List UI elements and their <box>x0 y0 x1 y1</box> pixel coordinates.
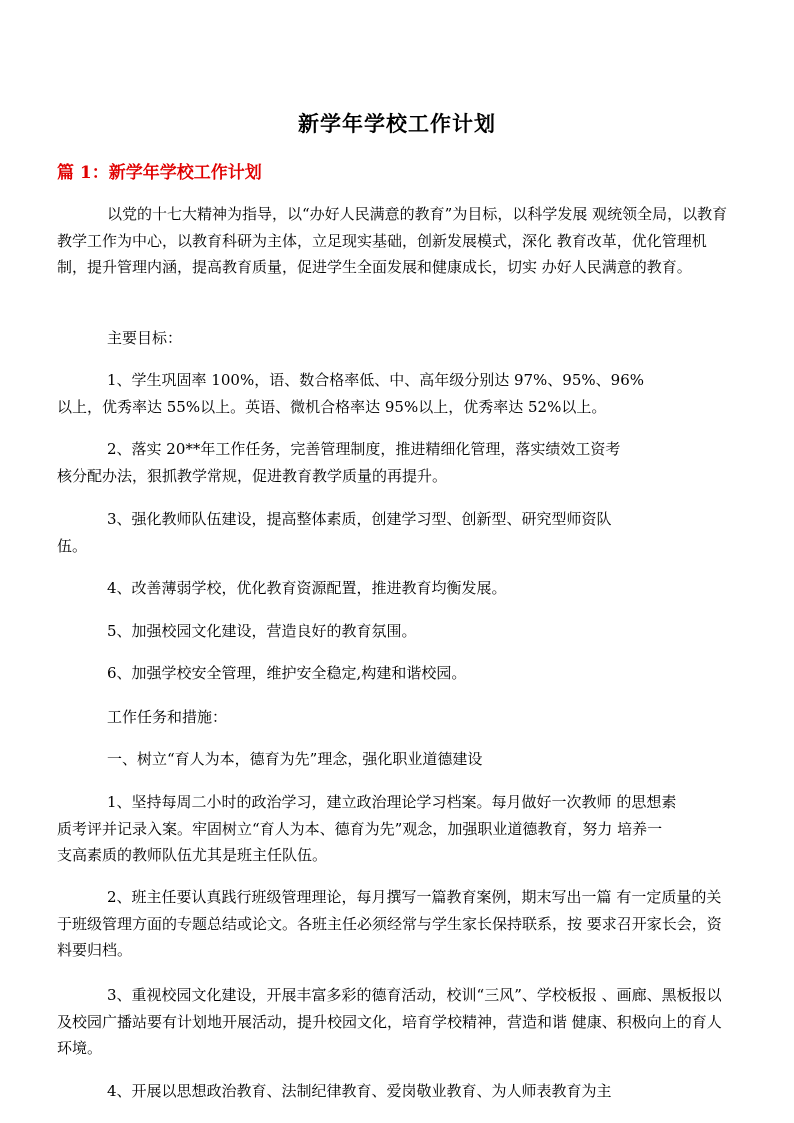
paragraph-main-goals-heading: 主要目标： <box>107 329 183 347</box>
paragraph-measure-4: 4、开展以思想政治教育、法制纪律教育、爱岗敬业教育、为人师表教育为主 <box>107 1082 612 1100</box>
paragraph-goal-5: 5、加强校园文化建设，营造良好的教育氛围。 <box>107 622 417 640</box>
paragraph-measure-3: 3、重视校园文化建设，开展丰富多彩的德育活动，校训“三风”、学校板报 、画廊、黑板报以及校园广播站要有计划地开展活动，提升校园文化，培育学校精神，营造和谐 健康、积极向上的育人环境。 <box>57 986 722 1057</box>
paragraph-tasks-heading: 工作任务和措施： <box>107 708 228 726</box>
paragraph-goal-4: 4、改善薄弱学校，优化教育资源配置，推进教育均衡发展。 <box>107 579 507 597</box>
document-title: 新学年学校工作计划 <box>298 111 496 136</box>
paragraph-measure-2: 2、班主任要认真践行班级管理理论，每月撰写一篇教育案例，期末写出一篇 有一定质量的关于班级管理方面的专题总结或论文。各班主任必须经常与学生家长保持联系，按 要求召开家长会，资料要归档。 <box>57 888 722 959</box>
paragraph-goal-6: 6、加强学校安全管理，维护安全稳定,构建和谐校园。 <box>107 664 467 682</box>
paragraph-intro: 以党的十七大精神为指导，以“办好人民满意的教育”为目标，以科学发展 观统领全局，以教育教学工作为中心，以教育科研为主体，立足现实基础，创新发展模式，深化 教育改革，优化管理机制，提升管理内涵，提高教育质量，促进学生全面发展和健康成长，切实 办好人民满意的教育。 <box>57 205 728 276</box>
section-heading: 篇 1：新学年学校工作计划 <box>57 163 262 183</box>
paragraph-goal-2: 2、落实 20**年工作任务，完善管理制度，推进精细化管理，落实绩效工资考 核分配办法，狠抓教学常规，促进教育教学质量的再提升。 <box>57 440 621 485</box>
paragraph-section-one: 一、树立“育人为本，德育为先”理念，强化职业道德建设 <box>107 750 483 768</box>
paragraph-goal-1: 1、学生巩固率 100%，语、数合格率低、中、高年级分别达 97%、95%、96% 以上，优秀率达 55%以上。英语、微机合格率达 95%以上，优秀率达 52%以上。 <box>57 371 644 416</box>
paragraph-measure-1: 1、坚持每周二小时的政治学习，建立政治理论学习档案。每月做好一次教师 的思想素 质考评并记录入案。牢固树立“育人为本、德育为先”观念，加强职业道德教育，努力 培养一 支高素质的教师队伍尤其是班主任队伍。 <box>57 793 677 864</box>
paragraph-goal-3: 3、强化教师队伍建设，提高整体素质，创建学习型、创新型、研究型师资队 伍。 <box>57 510 612 555</box>
